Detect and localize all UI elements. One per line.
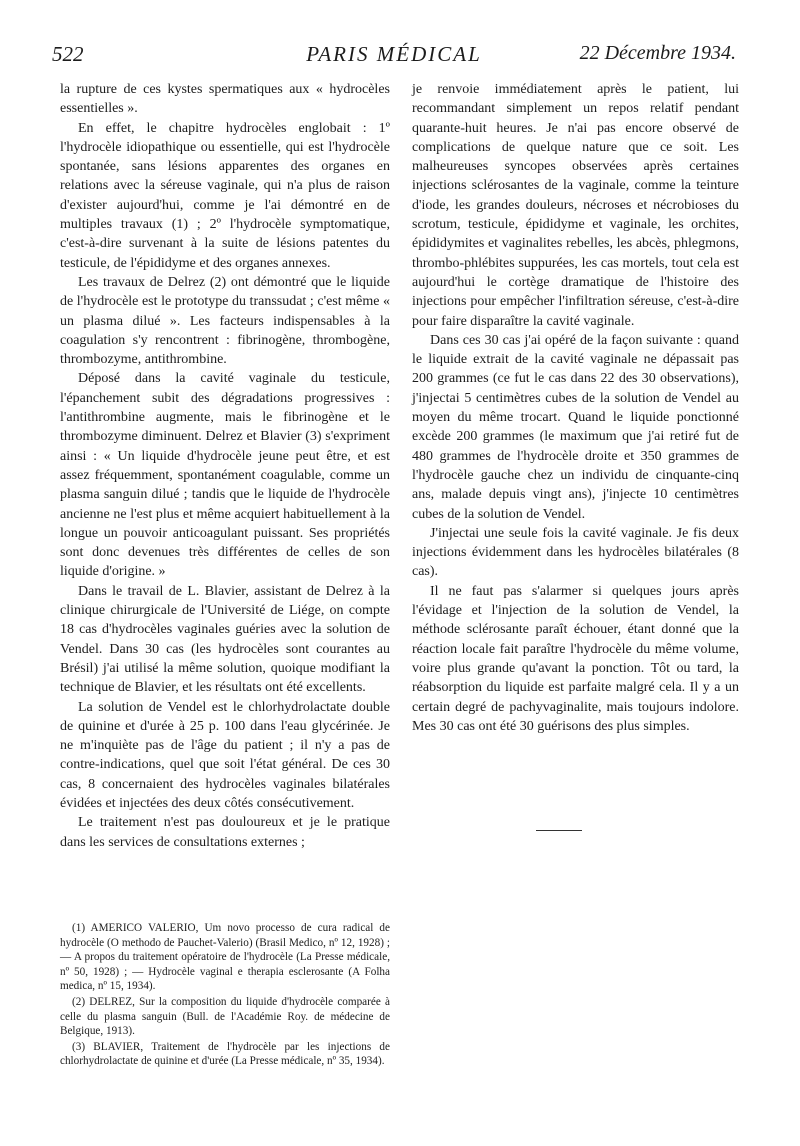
paragraph: Les travaux de Delrez (2) ont démontré que le liquide de l'hydrocèle est le prototype du transsudat ; c'est même « un plasma dilué ». Les facteurs indispensables à la coagulation s'y rencontrent : fibrinogène, thrombogène, thrombozyme, antithrombine.	[60, 274, 390, 368]
footnote: (2) DELREZ, Sur la composition du liquide d'hydrocèle comparée à celle du plasma sanguin (Bull. de l'Académie Roy. de médecine de Belgique, 1913).	[60, 995, 390, 1038]
paragraph: J'injectai une seule fois la cavité vaginale. Je fis deux injections évidemment dans les hydrocèles bilatérales (8 cas).	[412, 525, 739, 580]
paragraph: En effet, le chapitre hydrocèles englobait : 1º l'hydrocèle idiopathique ou essentielle, qui est l'hydrocèle spontanée, sans lésions apparentes des organes en relations avec la séreuse vaginale, qui n'a plus de raison d'exister aujourd'hui, comme je l'ai démontré en de multiples travaux (1) ; 2º l'hydrocèle symptomatique, c'est-à-dire survenant à la suite de lésions patentes du testicule, de l'épididyme et des organes annexes.	[60, 120, 390, 271]
section-separator	[536, 830, 582, 831]
right-column	[412, 80, 739, 736]
paragraph: Déposé dans la cavité vaginale du testicule, l'épanchement subit des dégradations progressives : l'antithrombine augmente, mais le fibrinogène et le thrombozyme diminuent. Delrez et Blavier (3) s'expriment ainsi : « Un liquide d'hydrocèle jeune peut être, et est assez fréquemment, spontanément coagulable, comme un plasma sanguin dilué ; tandis que le liquide de l'hydrocèle ancienne ne l'est plus et même acquiert habituellement à la longue un pouvoir anticoagulant puissant. Ses propriétés sont donc devenues très différentes de celles de son liquide d'origine. »	[60, 371, 390, 580]
paragraph: La solution de Vendel est le chlorhydrolactate double de quinine et d'urée à 25 p. 100 dans l'eau glycérinée. Je ne m'inquiète pas de l'âge du patient ; il n'y a pas de contre-indications, quel que soit l'état général. De ces 30 cas, 8 concernaient des hydrocèles vaginales bilatérales évidées et injectées des deux côtés consécutivement.	[60, 699, 390, 811]
paragraph: Dans le travail de L. Blavier, assistant de Delrez à la clinique chirurgicale de l'Université de Liége, on compte 18 cas d'hydrocèles vaginales guéries avec la solution de Vendel. Dans 30 cas (les hydrocèles sont courantes au Brésil) j'ai utilisé la même solution, quoique modifiant la technique de Blavier, et les résultats ont été excellents.	[60, 583, 390, 696]
paragraph: Il ne faut pas s'alarmer si quelques jours après l'évidage et l'injection de la solution de Vendel, la méthode sclérosante paraît échouer, étant donné que la réaction locale fait paraître l'hydrocèle du même volume, voire plus grande qu'avant la ponction. Tôt ou tard, la réabsorption du liquide est parfaite malgré cela. Il y a un certain degré de pachyvaginalite, mais toujours indolore. Mes 30 cas ont été 30 guérisons des plus simples.	[412, 583, 739, 734]
page-number: 522	[52, 42, 84, 66]
paragraph: la rupture de ces kystes spermatiques aux « hydrocèles essentielles ».	[60, 82, 390, 117]
footnote: (1) AMERICO VALERIO, Um novo processo de cura radical de hydrocèle (O methodo de Pauchet-Valerio) (Brasil Medico, nº 12, 1928) ; — A propos du traitement opératoire de l'hydrocèle (La Presse médicale, nº 50, 1928) ; — Hydrocèle vaginal e therapia esclerosante (A Folha medica, nº 15, 1934).	[60, 922, 390, 993]
paragraph: je renvoie immédiatement après le patient, lui recommandant simplement un repos relatif pendant quarante-huit heures. Je n'ai pas encore observé de complications de quelque nature que ce soit. Les malheureuses syncopes observées après certaines injections sclérosantes de la vaginale, comme la teinture d'iode, les grandes douleurs, nécroses et nécrobioses du scrotum, testicule, épididyme et vaginale, les orchites, épididymites et vaginalites rebelles, les abcès, phlegmons, thrombo-phlébites suppurées, les cas mortels, tout cela est aujourd'hui le cortège dramatique de l'histoire des injections pour empêcher l'infiltration séreuse, c'est-à-dire pour faire disparaître la cavité vaginale.	[412, 82, 739, 329]
left-column	[60, 80, 390, 852]
paragraph: Dans ces 30 cas j'ai opéré de la façon suivante : quand le liquide extrait de la cavité vaginale ne dépassait pas 200 grammes (ce fut le cas dans 22 des 30 observations), j'injectai 5 centimètres cubes de la solution de Vendel au moyen du même trocart. Quand le liquide ponctionné excède 200 grammes (le maximum que j'ai retiré fut de 480 grammes de l'hydrocèle droite et 350 grammes de l'hydrocèle gauche chez un individu de cinquante-cinq ans, malade depuis vingt ans), j'injecte 10 centimètres cubes de la solution de Vendel.	[412, 332, 739, 522]
issue-date: 22 Décembre 1934.	[579, 42, 736, 64]
journal-title: PARIS MÉDICAL	[306, 42, 482, 66]
page-header	[52, 42, 736, 70]
paragraph: Le traitement n'est pas douloureux et je le pratique dans les services de consultations externes ;	[60, 815, 390, 850]
footnote: (3) BLAVIER, Traitement de l'hydrocèle par les injections de chlorhydrolactate de quinine et d'urée (La Presse médicale, nº 35, 1934).	[60, 1040, 390, 1068]
footnotes	[60, 921, 390, 1070]
